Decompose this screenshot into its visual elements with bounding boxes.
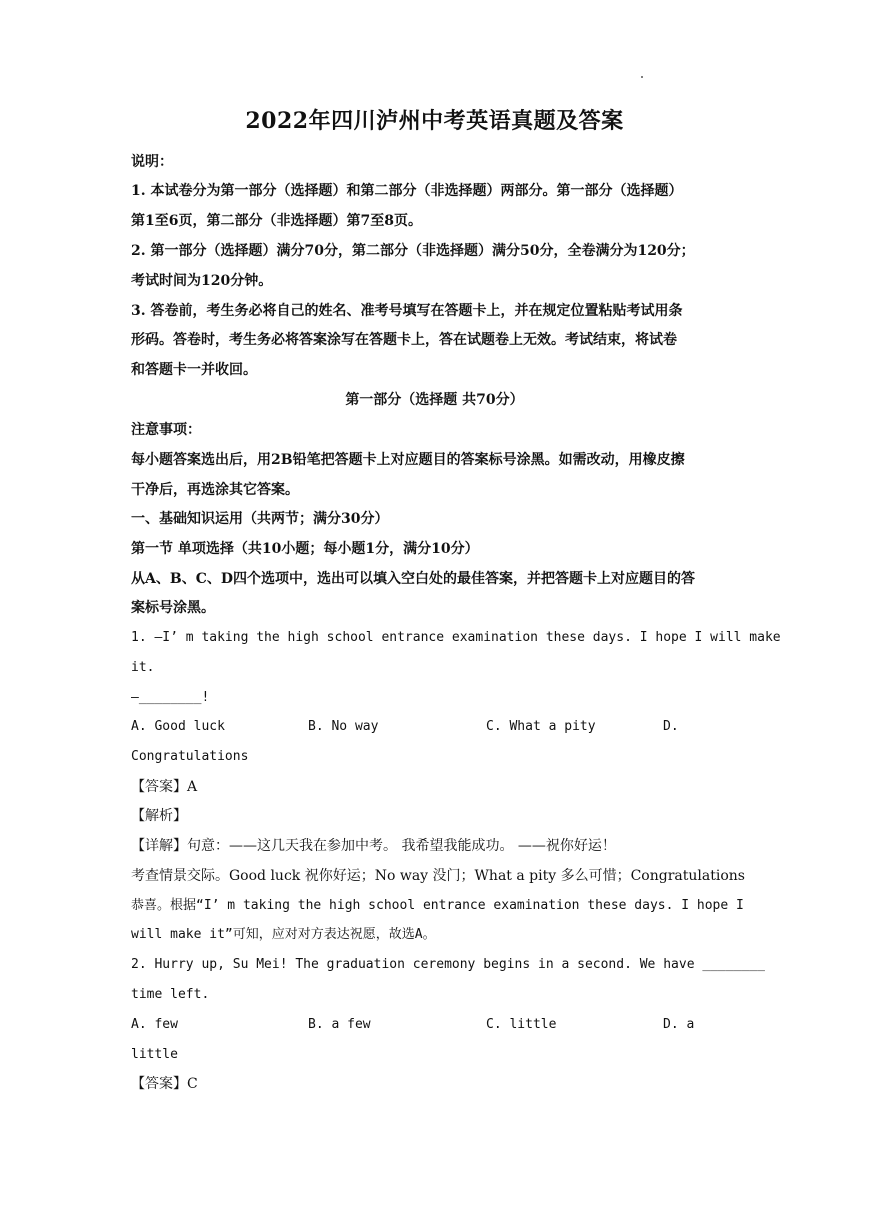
intro-line: 1. 本试卷分为第一部分（选择题）和第二部分（非选择题）两部分。第一部分（选择题） xyxy=(131,183,683,199)
intro-line: 和答题卡一并收回。 xyxy=(131,362,257,378)
intro-line: 考试时间为120分钟。 xyxy=(131,273,273,289)
q2-option-a: A. few xyxy=(131,1017,178,1032)
intro-line: 3. 答卷前，考生务必将自己的姓名、准考号填写在答题卡上，并在规定位置粘贴考试用条 xyxy=(131,303,683,319)
q1-stem: 1. —I’ m taking the high school entrance examination these days. I hope I will make xyxy=(131,630,781,645)
q1-explanation: 考查情景交际。Good luck 祝你好运；No way 没门；What a pity 多么可惜；Congratulations xyxy=(131,868,745,884)
notes-heading: 注意事项： xyxy=(131,422,201,438)
part1-title: 第一部分（选择题 共70分） xyxy=(345,392,524,408)
q2-stem: time left. xyxy=(131,987,210,1002)
q2-option-b: B. a few xyxy=(308,1017,371,1032)
page-dot-mark xyxy=(641,76,643,78)
q2-option-d-text: little xyxy=(131,1047,178,1062)
q2-stem: 2. Hurry up, Su Mei! The graduation ceremony begins in a second. We have ________ xyxy=(131,957,765,972)
section-heading: 一、基础知识运用（共两节；满分30分） xyxy=(131,511,389,527)
subsection-heading: 第一节 单项选择（共10小题；每小题1分，满分10分） xyxy=(131,541,479,557)
q1-stem: it. xyxy=(131,660,155,675)
q1-option-d-text: Congratulations xyxy=(131,749,249,764)
q1-option-c: C. What a pity xyxy=(486,719,596,734)
intro-line: 形码。答卷时，考生务必将答案涂写在答题卡上，答在试题卷上无效。考试结束，将试卷 xyxy=(131,332,677,348)
q2-answer: 【答案】C xyxy=(131,1076,198,1092)
notes-line: 每小题答案选出后，用2B铅笔把答题卡上对应题目的答案标号涂黑。如需改动，用橡皮擦 xyxy=(131,452,685,468)
q1-option-d: D. xyxy=(663,719,679,734)
intro-line: 第1至6页，第二部分（非选择题）第7至8页。 xyxy=(131,213,422,229)
intro-line: 2. 第一部分（选择题）满分70分，第二部分（非选择题）满分50分，全卷满分为120分； xyxy=(131,243,695,259)
q1-option-a: A. Good luck xyxy=(131,719,225,734)
notes-line: 干净后，再选涂其它答案。 xyxy=(131,482,299,498)
q2-option-c: C. little xyxy=(486,1017,557,1032)
q1-option-b: B. No way xyxy=(308,719,379,734)
q1-answer: 【答案】A xyxy=(131,779,198,795)
q1-explanation: will make it”可知，应对对方表达祝愿，故选A。 xyxy=(131,927,436,942)
q1-analysis-label: 【解析】 xyxy=(131,808,187,824)
q1-explanation: 恭喜。根据“I’ m taking the high school entrance examination these days. I hope I xyxy=(131,898,744,913)
q2-option-d: D. a xyxy=(663,1017,695,1032)
instruction-line: 从A、B、C、D四个选项中，选出可以填入空白处的最佳答案，并把答题卡上对应题目的答 xyxy=(131,571,695,587)
q1-detail: 【详解】句意：——这几天我在参加中考。 我希望我能成功。 ——祝你好运！ xyxy=(131,838,616,854)
document-title: 2022年四川泸州中考英语真题及答案 xyxy=(245,108,624,134)
q1-blank: —________! xyxy=(131,690,210,705)
intro-heading: 说明： xyxy=(131,154,173,170)
instruction-line: 案标号涂黑。 xyxy=(131,600,215,616)
